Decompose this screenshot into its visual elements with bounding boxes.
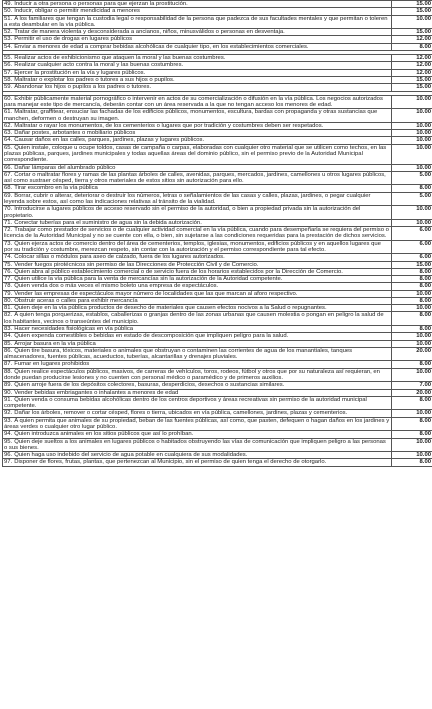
infraction-description	[3, 368, 392, 382]
infraction-text: Permitir el uso de drogas en lugares públicos	[14, 36, 133, 43]
infraction-text: A los familiares que tengan la custodia legal o responsabilidad de la persona que padezca de sus facultades mentales y que permitan o toleren a esta deambular en la vía pública.	[4, 15, 388, 28]
infraction-description	[3, 1, 392, 8]
table-row	[3, 417, 432, 431]
table-row	[3, 84, 432, 91]
infraction-text: Quien introduzca animales en los sitios públicos que así lo prohíban.	[14, 431, 194, 438]
infraction-text: Quien utilice la vía pública para la venta de mercancías sin la autorización de la Autoridad competente.	[14, 276, 283, 283]
fine-value: 10.00	[392, 368, 432, 382]
infraction-text: Vender fuegos pirotécnicos sin permiso de las Direcciones de Protección Civil y de Comercio.	[14, 261, 259, 268]
table-row	[3, 36, 432, 43]
fine-value: 10.00	[392, 305, 432, 312]
table-row	[3, 8, 432, 15]
fine-value: 10.00	[392, 130, 432, 137]
table-row	[3, 340, 432, 347]
table-row	[3, 171, 432, 185]
infraction-number: 96.	[4, 452, 13, 459]
fine-value: 10.00	[392, 122, 432, 129]
table-row	[3, 438, 432, 452]
infraction-number: 52.	[4, 29, 13, 36]
fine-value: 12.00	[392, 69, 432, 76]
table-row	[3, 122, 432, 129]
infraction-text: Quien tire basura, tóxicos, materiales o animales que obstruyan o contaminen las corrientes de agua de los manantiales, tanques almacenadores, fuentes públicas, acueductos, tuberías, alcantarillas y drenajes pluviales.	[4, 347, 353, 361]
table-row	[3, 261, 432, 268]
table-row	[3, 206, 432, 220]
infraction-text: Arrojar basura en la vía pública	[14, 340, 96, 347]
table-row	[3, 164, 432, 171]
infraction-number: 54.	[4, 43, 13, 50]
infraction-text: Quien deje en la vía pública productos de desecho de materiales que causen efectos nocivos a la Salud o repugnantes.	[14, 305, 327, 312]
fine-value: 8.00	[392, 268, 432, 275]
infraction-text: Quien expenda comestibles o bebidas en estado de descomposición que impliquen peligro para la salud.	[14, 333, 289, 340]
infraction-text: Realizar cualquier acto contra la moral y las buenas costumbres.	[14, 62, 184, 69]
table-row	[3, 305, 432, 312]
infraction-description	[3, 431, 392, 438]
infraction-number: 94.	[4, 431, 13, 438]
infraction-text: Quien haga uso indebido del servicio de agua potable en cualquiera de sus modalidades.	[14, 452, 248, 459]
infraction-number: 57.	[4, 69, 13, 76]
fine-value: 10.00	[392, 438, 432, 452]
table-row	[3, 297, 432, 304]
infraction-description	[3, 84, 392, 91]
fine-value: 15.00	[392, 29, 432, 36]
infraction-number: 78.	[4, 283, 13, 290]
fine-value: 8.00	[392, 283, 432, 290]
infraction-text: Exhibir públicamente material pornográfico o intervenir en actos de su comercialización o difusión en la vía pública. Los negocios autorizados para manejar este tipo de mercancía, deberán contar con un área reservada a la que no tengan acceso los menores de edad.	[4, 95, 383, 109]
infraction-text: Inducir a otra persona o personas para que ejerzan la prostitución.	[14, 1, 188, 7]
fine-value: 15.00	[392, 261, 432, 268]
infraction-description	[3, 15, 392, 29]
table-row	[3, 192, 432, 206]
infraction-number: 91.	[4, 396, 13, 403]
fine-value: 15.00	[392, 8, 432, 15]
fine-value: 12.00	[392, 36, 432, 43]
infraction-number: 92.	[4, 410, 13, 417]
infraction-description	[3, 43, 392, 50]
infraction-number: 64.	[4, 137, 13, 144]
fine-value: 8.00	[392, 276, 432, 283]
table-row	[3, 185, 432, 192]
table-row	[3, 130, 432, 137]
infraction-number: 90.	[4, 389, 13, 396]
fine-value: 15.00	[392, 84, 432, 91]
infraction-number: 77.	[4, 276, 13, 283]
infraction-number: 95.	[4, 438, 13, 445]
infraction-number: 76.	[4, 268, 13, 275]
infraction-number: 68.	[4, 185, 13, 192]
infraction-text: Quien deje sueltos a los animales en lugares públicos o habitados obstruyendo las vías de comunicación que impliquen peligro a las personas o sus bienes.	[4, 438, 386, 451]
fine-value: 10.00	[392, 95, 432, 109]
fine-value: 8.00	[392, 361, 432, 368]
fine-value: 20.00	[392, 347, 432, 361]
table-row	[3, 109, 432, 123]
infraction-number: 87.	[4, 361, 13, 368]
infraction-text: Borrar, cubrir o alterar, deteriorar o destruir los números, letras o señalamientos de las casas y calles, plazas, jardines, o pegar cualquier leyenda sobre estos, así como las indicaciones relativas al tránsito de la vialidad.	[4, 192, 371, 205]
fine-value: 8.00	[392, 43, 432, 50]
table-row	[3, 368, 432, 382]
infraction-number: 86.	[4, 347, 13, 354]
infraction-number: 72.	[4, 227, 13, 234]
fine-value: 10.00	[392, 164, 432, 171]
table-row	[3, 326, 432, 333]
fine-value: 10.00	[392, 206, 432, 220]
table-row	[3, 15, 432, 29]
infraction-description	[3, 137, 392, 144]
infraction-text: Maltratar o explotar los padres o tutores a sus hijos o pupilos.	[14, 77, 175, 83]
infraction-number: 51.	[4, 15, 13, 22]
infraction-text: A quien permita que animales de su propiedad, beban de las fuentes públicas, así como, que pasten, defequen o hagan daños en los jardines y áreas verdes o cualquier otro lugar público.	[4, 417, 390, 430]
infraction-text: Cortar o maltratar flores y ramas de las plantas árboles de calles, avenidas, parques, mercados, jardines, camellones u otros lugares públicos, así como sustraer césped, tierra y otros materiales de estos sitios sin autorización para ello.	[4, 171, 386, 185]
infraction-text: Trabajar como prestador de servicios o de cualquier actividad comercial en la vía pública, cuando para desempeñarla se requiera del permiso o licencia de la Autoridad Municipal y no se cuente con ella, o bien, sin sujetarse a las condiciones requeridas para la prestación de dichos servicios.	[4, 227, 389, 240]
infraction-number: 53.	[4, 36, 13, 43]
infraction-number: 69.	[4, 192, 13, 199]
infraction-text: Quien venda o consuma bebidas alcohólicas dentro de los centros deportivos y áreas recreativas sin permiso de la autoridad municipal competente.	[4, 396, 367, 410]
infraction-text: Introducirse a lugares públicos de acceso reservado sin el permiso de la autoridad, o bien a propiedad privada sin la autorización del propietario.	[4, 206, 361, 219]
infraction-description	[3, 326, 392, 333]
infraction-number: 59.	[4, 84, 13, 91]
fine-value: 7.00	[392, 382, 432, 389]
infraction-text: Quien realice espectáculos públicos, masivos, de carreras de vehículos, toros, rodeos, fútbol y otros que por su naturaleza así requieran, en donde puedan producirse lesiones y no cuenten con personal médico o paramédico y de primeros auxilios.	[4, 368, 380, 381]
infraction-description	[3, 227, 392, 241]
table-row	[3, 69, 432, 76]
table-row	[3, 240, 432, 254]
infraction-description	[3, 130, 392, 137]
infraction-text: Fumar en lugares prohibidos	[14, 361, 90, 368]
table-row	[3, 276, 432, 283]
infraction-text: Enviar a menores de edad a comprar bebidas alcohólicas de cualquier tipo, en los establecimientos comerciales.	[14, 43, 309, 50]
infraction-number: 80.	[4, 297, 13, 304]
infraction-description	[3, 261, 392, 268]
infraction-text: Quien venda dos o más veces el mismo boleto una empresa de espectáculos.	[14, 283, 219, 290]
infraction-text: Disponer de flores, frutas, plantas, que pertenezcan al Municipio, sin el permiso de quien tenga el derecho de otorgarlo.	[14, 459, 327, 466]
infraction-description	[3, 109, 392, 123]
table-row	[3, 347, 432, 361]
table-row	[3, 227, 432, 241]
infraction-description	[3, 347, 392, 361]
infraction-description	[3, 36, 392, 43]
fine-value: 10.00	[392, 144, 432, 164]
infraction-description	[3, 305, 392, 312]
table-row	[3, 396, 432, 410]
fine-value: 10.00	[392, 333, 432, 340]
table-row	[3, 389, 432, 396]
infraction-number: 63.	[4, 130, 13, 137]
infraction-text: Quien arroje fuera de los depósitos colectores, basuras, desperdicios, desechos o sustancias similares.	[14, 382, 285, 389]
infraction-text: Hacer necesidades fisiológicas en vía pública	[14, 326, 134, 333]
infraction-description	[3, 171, 392, 185]
infraction-number: 56.	[4, 62, 13, 69]
infraction-description	[3, 122, 392, 129]
infraction-text: Maltratar, graffitear, ensuciar las fachadas de los edificios públicos, monumentos, escultura, bardas con propaganda y otras sustancias que manchen, deformen o destruyan su imagen.	[4, 109, 378, 122]
fine-value: 10.00	[392, 137, 432, 144]
infraction-number: 50.	[4, 8, 13, 15]
fine-value: 8.00	[392, 459, 432, 466]
infraction-description	[3, 192, 392, 206]
fine-value: 10.00	[392, 340, 432, 347]
infraction-number: 83.	[4, 326, 13, 333]
infraction-description	[3, 452, 392, 459]
infraction-description	[3, 417, 392, 431]
infraction-description	[3, 382, 392, 389]
infraction-description	[3, 361, 392, 368]
table-row	[3, 410, 432, 417]
infraction-number: 71.	[4, 219, 13, 226]
table-row	[3, 254, 432, 261]
infraction-number: 65.	[4, 144, 13, 151]
fine-value: 10.00	[392, 290, 432, 297]
infraction-description	[3, 290, 392, 297]
infraction-description	[3, 254, 392, 261]
fine-value: 5.00	[392, 192, 432, 206]
infraction-description	[3, 389, 392, 396]
infraction-description	[3, 55, 392, 62]
infraction-number: 62.	[4, 122, 13, 129]
table-row	[3, 452, 432, 459]
table-row	[3, 333, 432, 340]
infraction-text: A quien tenga porquerizas, establos, caballerizas o granjas dentro de las zonas urbanas que causen molestia o pongan en peligro la salud de los habitantes, vecinos o transeúntes del municipio.	[4, 312, 384, 325]
infraction-number: 73.	[4, 240, 13, 247]
fine-value: 5.00	[392, 171, 432, 185]
fine-value: 6.00	[392, 227, 432, 241]
infraction-number: 88.	[4, 368, 13, 375]
infraction-description	[3, 333, 392, 340]
infraction-description	[3, 164, 392, 171]
fines-table-body	[3, 1, 432, 467]
infraction-number: 61.	[4, 109, 13, 116]
infraction-number: 67.	[4, 171, 13, 178]
infraction-text: Maltratar o rayar los monumentos, de los cementerios o lugares que por tradición y costumbres deben ser respetados.	[14, 122, 324, 129]
infraction-text: Vender las empresas de espectáculos mayor número de localidades que las que marcan al aforo respectivo.	[14, 290, 298, 297]
infraction-text: Conectar tuberías para el suministro de agua sin la debida autorización.	[14, 219, 202, 226]
fine-value: 6.00	[392, 254, 432, 261]
infraction-text: Abandonar los hijos o pupilos a los padres o tutores.	[14, 84, 152, 91]
fine-value: 8.00	[392, 396, 432, 410]
infraction-description	[3, 340, 392, 347]
table-row	[3, 144, 432, 164]
infraction-number: 66.	[4, 164, 13, 171]
fine-value: 12.00	[392, 62, 432, 69]
infraction-description	[3, 8, 392, 15]
fine-value: 8.00	[392, 431, 432, 438]
fine-value: 15.00	[392, 77, 432, 84]
fine-value: 10.00	[392, 452, 432, 459]
infraction-number: 97.	[4, 459, 13, 466]
fine-value: 10.00	[392, 219, 432, 226]
infraction-description	[3, 459, 392, 466]
table-row	[3, 95, 432, 109]
infraction-text: Ejercer la prostitución en la vía y lugares públicos.	[14, 69, 146, 76]
fine-value: 6.00	[392, 240, 432, 254]
table-row	[3, 312, 432, 326]
infraction-description	[3, 206, 392, 220]
table-row	[3, 137, 432, 144]
infraction-description	[3, 62, 392, 69]
infraction-number: 75.	[4, 261, 13, 268]
infraction-description	[3, 95, 392, 109]
infraction-text: Dañar los árboles, remover o cortar césped, flores o tierra, ubicados en vía pública, camellones, jardines, plazas y cementerios.	[14, 410, 348, 417]
infraction-description	[3, 185, 392, 192]
table-row	[3, 219, 432, 226]
fine-value: 15.00	[392, 1, 432, 8]
infraction-number: 93.	[4, 417, 13, 424]
fine-value: 10.00	[392, 109, 432, 123]
infraction-number: 49.	[4, 1, 13, 7]
fine-value: 8.00	[392, 185, 432, 192]
infraction-description	[3, 77, 392, 84]
table-row	[3, 382, 432, 389]
infraction-number: 85.	[4, 340, 13, 347]
infraction-text: Quien abra al público establecimiento comercial o de servicio fuera de los horarios establecidos por la Dirección de Comercio.	[14, 268, 343, 275]
infraction-description	[3, 438, 392, 452]
fine-value: 8.00	[392, 312, 432, 326]
infraction-description	[3, 276, 392, 283]
infraction-text: Colocar sillas o módulos para aseo de calzado, fuera de los lugares autorizados.	[14, 254, 225, 261]
table-row	[3, 431, 432, 438]
table-row	[3, 29, 432, 36]
fine-value: 10.00	[392, 15, 432, 29]
infraction-number: 89.	[4, 382, 13, 389]
infraction-text: Obstruir aceras o calles para exhibir mercancía	[14, 297, 138, 304]
infraction-number: 60.	[4, 95, 13, 102]
fine-value: 8.00	[392, 326, 432, 333]
table-row	[3, 268, 432, 275]
infraction-text: Tirar escombro en la vía pública	[14, 185, 98, 192]
infraction-description	[3, 312, 392, 326]
fine-value: 8.00	[392, 297, 432, 304]
fine-value: 12.00	[392, 55, 432, 62]
infraction-description	[3, 144, 392, 164]
table-row	[3, 55, 432, 62]
infraction-number: 55.	[4, 55, 13, 62]
table-row	[3, 283, 432, 290]
fines-table	[2, 0, 432, 467]
table-row	[3, 77, 432, 84]
infraction-text: Realizar actos de exhibicionismo que ataquen la moral y las buenas costumbres.	[14, 55, 226, 62]
infraction-text: Causar daños en las calles, parques, jardines, plazas y lugares públicos.	[14, 137, 205, 144]
infraction-number: 79.	[4, 290, 13, 297]
table-row	[3, 290, 432, 297]
infraction-description	[3, 240, 392, 254]
infraction-text: Dañar postes, arbotantes o mobiliario públicos	[14, 130, 136, 137]
fine-value: 20.00	[392, 389, 432, 396]
infraction-number: 82.	[4, 312, 13, 319]
infraction-text: Quien instale, coloque u ocupe toldos, casas de campaña o carpas, elaboradas con cualquier otro material que se utilicen como techos, en las plazas públicas, parques, jardines municipales y todas aquellas áreas del dominio público, sin el permiso previo de la Autoridad Municipal correspondiente.	[4, 144, 387, 164]
infraction-description	[3, 410, 392, 417]
infraction-text: Dañar lámparas del alumbrado público	[14, 164, 116, 171]
table-row	[3, 1, 432, 8]
infraction-description	[3, 283, 392, 290]
infraction-description	[3, 219, 392, 226]
infraction-text: Inducir, obligar o permitir mendicidad a menores	[14, 8, 140, 15]
infraction-text: Quien ejerza actos de comercio dentro del área de cementerios, templos, iglesias, monumentos, edificios públicos y en aquellos lugares que por su tradición y costumbre, merezcan respeto, sin contar con la autorización y el permiso correspondiente para tal efecto.	[4, 240, 381, 253]
infraction-description	[3, 29, 392, 36]
infraction-number: 84.	[4, 333, 13, 340]
infraction-number: 58.	[4, 77, 13, 83]
infraction-description	[3, 297, 392, 304]
infraction-number: 70.	[4, 206, 13, 213]
infraction-number: 74.	[4, 254, 13, 261]
table-row	[3, 361, 432, 368]
table-row	[3, 459, 432, 466]
infraction-text: Tratar de manera violenta y desconsiderada a ancianos, niños, minusválidos o personas en desventaja.	[14, 29, 285, 36]
fine-value: 10.00	[392, 410, 432, 417]
fine-value: 8.00	[392, 417, 432, 431]
infraction-number: 81.	[4, 305, 13, 312]
infraction-description	[3, 69, 392, 76]
table-row	[3, 62, 432, 69]
infraction-text: Vender bebidas embriagantes o inhalantes a menores de edad	[14, 389, 179, 396]
table-row	[3, 43, 432, 50]
infraction-description	[3, 268, 392, 275]
infraction-description	[3, 396, 392, 410]
